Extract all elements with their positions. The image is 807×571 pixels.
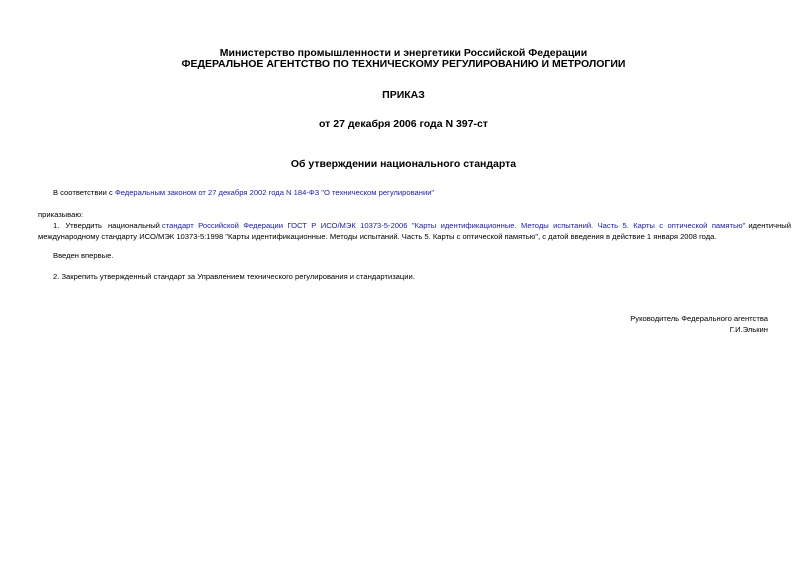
order-word: приказываю: xyxy=(38,210,84,219)
agency-title: ФЕДЕРАЛЬНОЕ АГЕНТСТВО ПО ТЕХНИЧЕСКОМУ РЕГУЛИРОВАНИЮ И МЕТРОЛОГИИ xyxy=(181,58,626,70)
document-date-number: от 27 декабря 2006 года N 397-ст xyxy=(319,118,488,130)
ministry-title: Министерство промышленности и энергетики Российской Федерации xyxy=(219,47,588,59)
item-1 xyxy=(38,220,791,242)
item-1-verb: Утвердить xyxy=(65,221,102,230)
item-1-line-2: международному стандарту ИСО/МЭК 10373-5:1998 "Карты идентификационные. Методы испытаний. Часть 5. Карты с оптической памятью", с датой введения в действие 1 января 2008 года. xyxy=(38,232,717,241)
introduced-note: Введен впервые. xyxy=(53,251,114,260)
item-2: 2. Закрепить утвержденный стандарт за Управлением технического регулирования и стандартизации. xyxy=(53,272,415,281)
signature-name: Г.И.Элькин xyxy=(729,325,768,334)
standard-link-text[interactable]: стандарт Российской Федерации ГОСТ Р ИСО/МЭК 10373-5-2006 "Карты идентификационные. Методы испытаний. Часть 5. Карты с оптической памятью" xyxy=(161,221,746,230)
item-1-line-1 xyxy=(38,220,791,231)
item-1-number: 1. xyxy=(53,221,60,230)
item-1-tail: идентичный xyxy=(748,221,791,230)
standard-link[interactable] xyxy=(162,220,745,231)
preamble xyxy=(53,187,434,198)
preamble-prefix: В соответствии с xyxy=(53,188,115,197)
document-type: ПРИКАЗ xyxy=(382,89,425,101)
law-link[interactable]: Федеральным законом от 27 декабря 2002 года N 184-ФЗ "О техническом регулировании" xyxy=(114,188,435,197)
item-1-adjective: национальный xyxy=(107,221,160,230)
signature-position: Руководитель Федерального агентства xyxy=(630,314,768,323)
document-subject: Об утверждении национального стандарта xyxy=(290,158,517,170)
